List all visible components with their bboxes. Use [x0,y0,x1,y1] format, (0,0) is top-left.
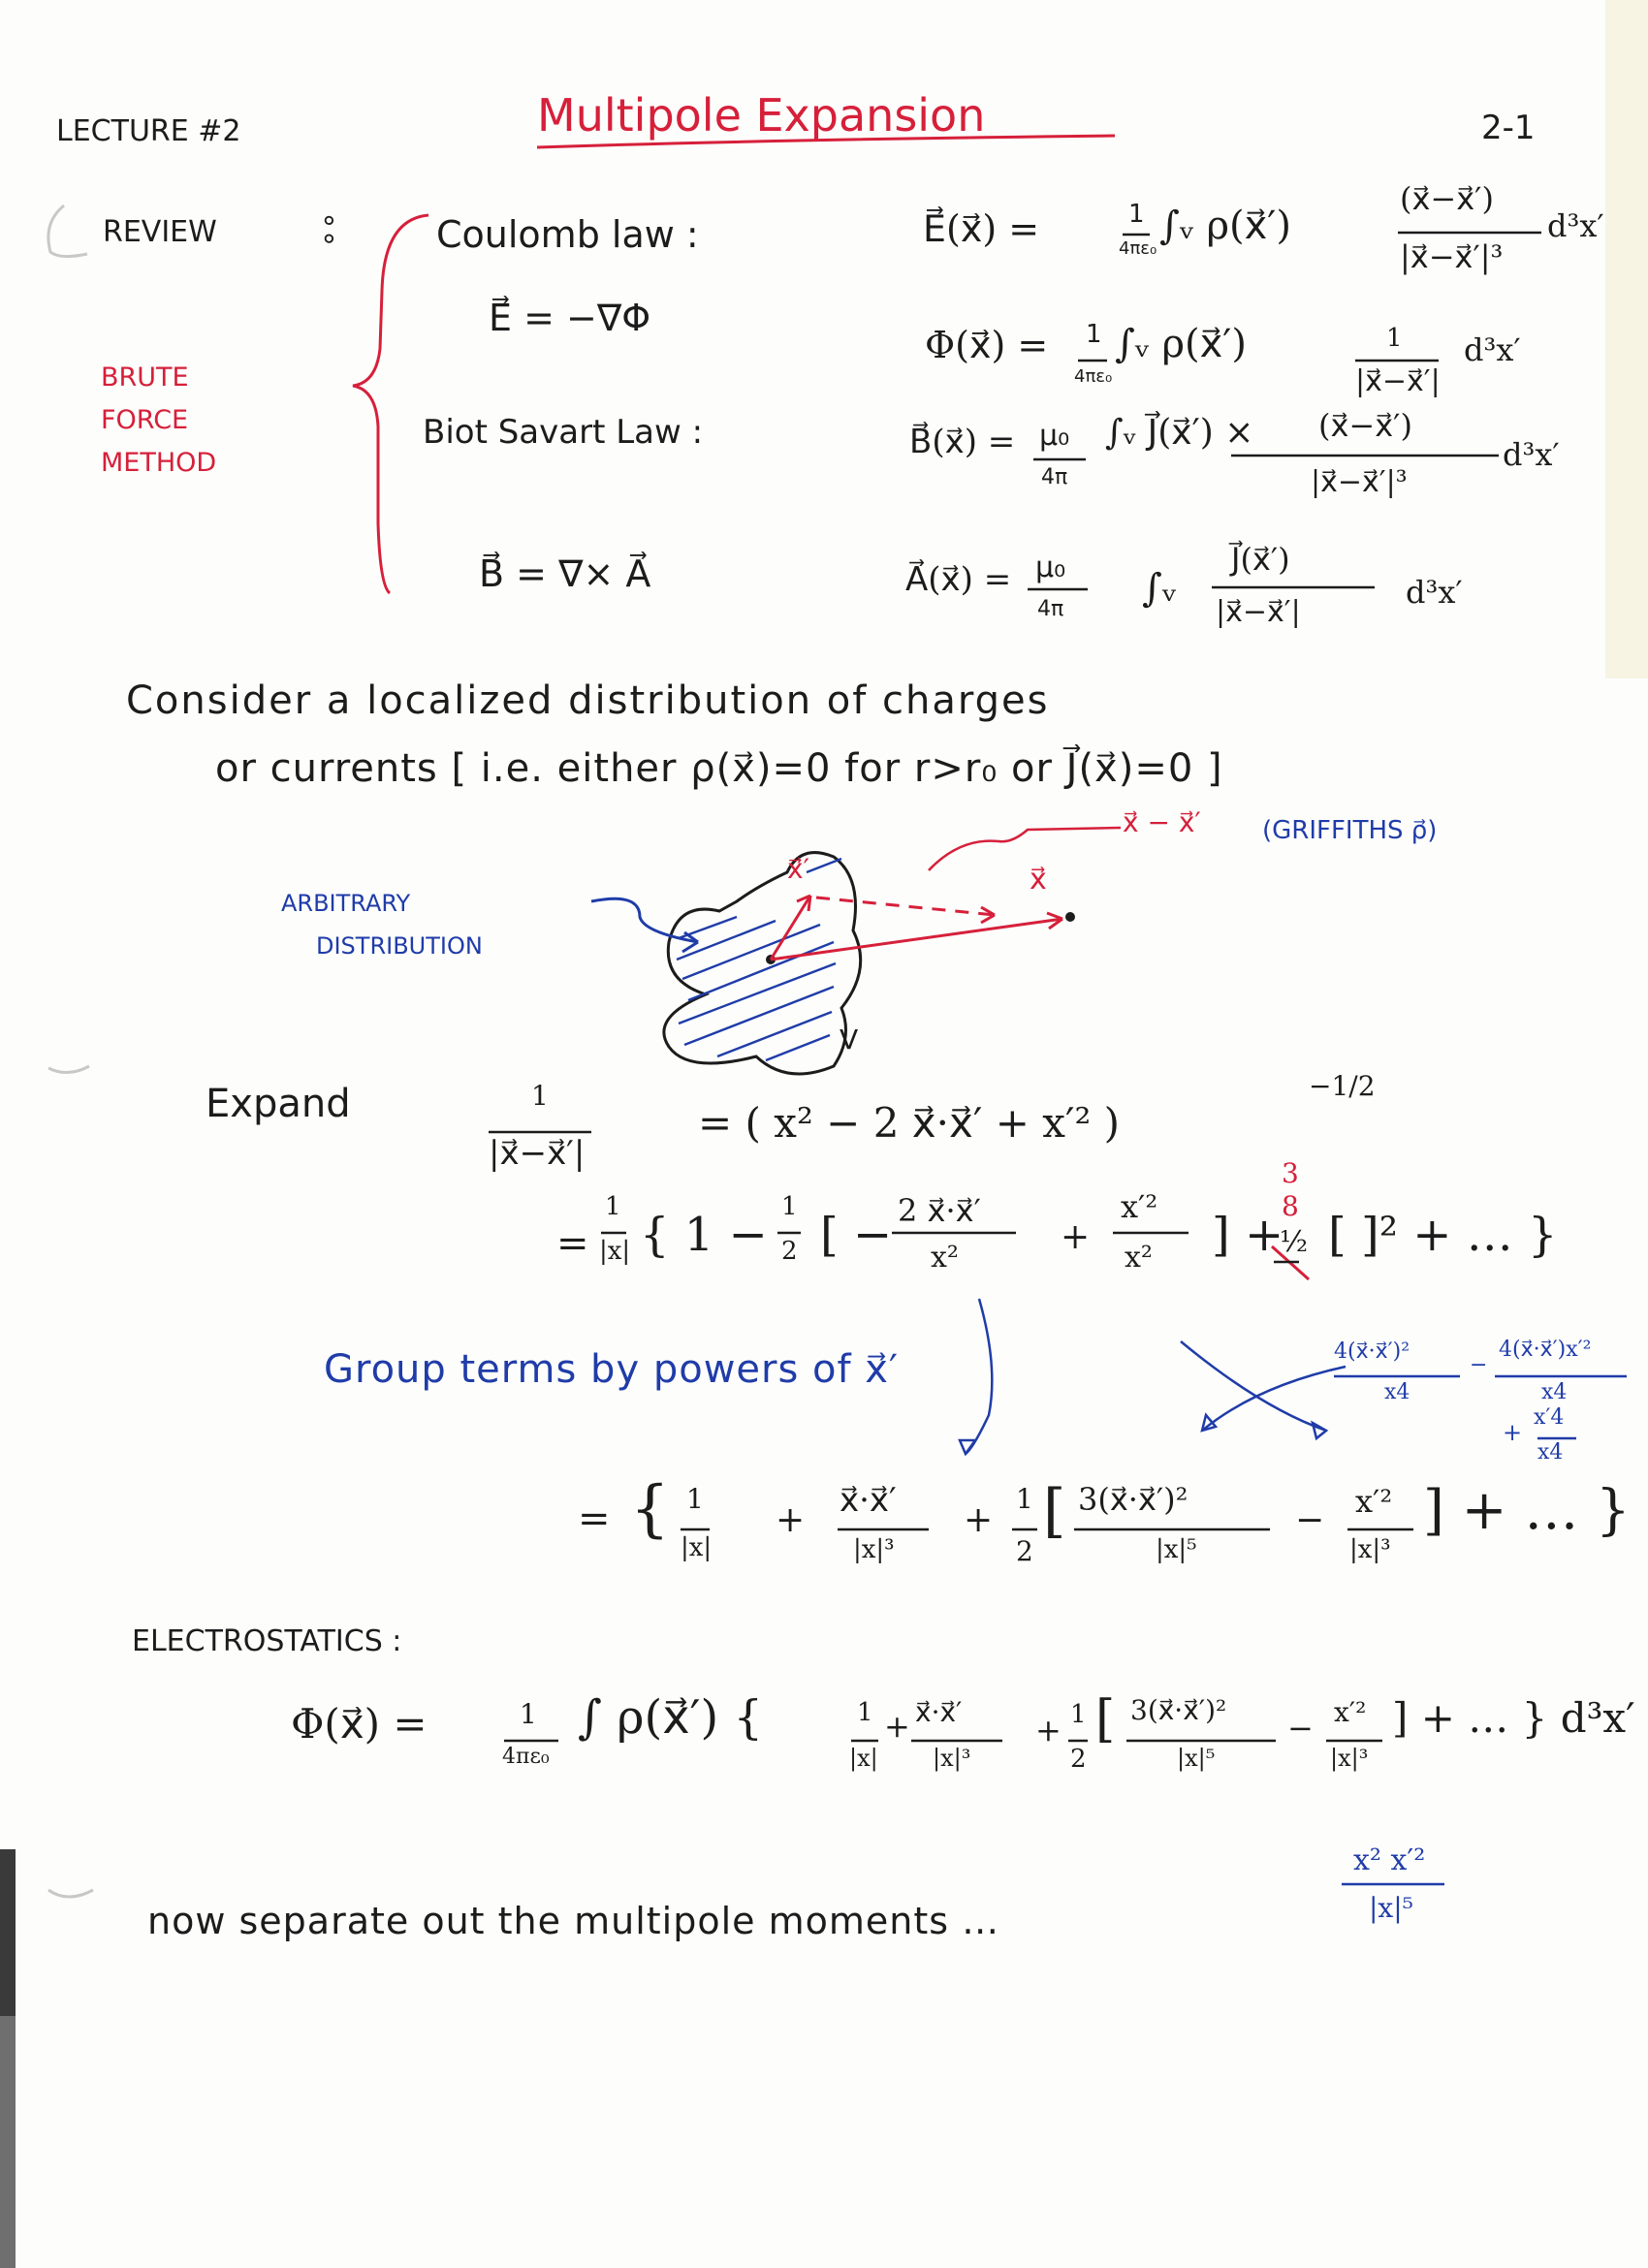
term1-num: 2 x⃗·x⃗′ [898,1192,981,1229]
quad-term-num: 3(x⃗·x⃗′)² [1078,1481,1188,1518]
eq-sign: = [556,1221,589,1266]
eq-fraction-num: 1 [1386,324,1403,353]
expand-label: Expand [206,1082,351,1126]
expand-exponent: −1/2 [1309,1070,1376,1102]
quad-term-num: 3(x⃗·x⃗′)² [1130,1694,1227,1726]
plus-2: + [1035,1712,1062,1748]
term1-den: x² [931,1241,959,1275]
prefactor-num: 1 [520,1698,537,1730]
quad-term2-num: x′² [1334,1696,1367,1728]
eq-integrand: ∫ᵥ J⃗(x⃗′) × [1105,413,1254,453]
minus: − [1287,1710,1314,1747]
page-number: 2-1 [1481,109,1536,147]
bracket-close: ] + … } [1423,1479,1631,1542]
review-label: REVIEW [103,215,217,249]
page-title: Multipole Expansion [537,89,986,142]
eq-fraction-num: (x⃗−x⃗′) [1318,407,1412,444]
eq-lhs: B⃗(x⃗) = [909,423,1016,461]
lecture-number: LECTURE #2 [56,114,241,148]
expand-lhs-num: 1 [531,1080,549,1112]
half-den: 2 [781,1237,798,1266]
monopole-num: 1 [857,1698,873,1727]
closing-note-den: |x|⁵ [1369,1892,1413,1924]
dipole-den: |x|³ [933,1745,971,1772]
eq-fraction-den: |x⃗−x⃗′| [1355,364,1441,398]
eq-prefactor-num: 1 [1128,200,1145,229]
eq-integrand: ∫ᵥ ρ(x⃗′) [1115,322,1247,366]
plus-1: + [884,1708,910,1745]
quad-term-den: |x|⁵ [1156,1535,1197,1564]
difference-label: x⃗ − x⃗′ [1123,806,1201,838]
eq-prefactor-num: 1 [1086,320,1102,349]
frac-num: 1 [605,1192,621,1221]
note-minus: − [1470,1353,1488,1377]
expand-lhs-den: |x⃗−x⃗′| [489,1134,586,1173]
eq-prefactor-num: μ₀ [1039,419,1070,453]
eq-lhs: E⃗(x⃗) = [923,207,1040,250]
vector-x-prime [771,896,810,960]
integrand: ∫ ρ(x⃗′) { [578,1690,764,1745]
eq-measure: d³x′ [1547,207,1604,244]
eq-prefactor-den: 4π [1037,597,1064,621]
group-arrow-2 [1181,1341,1326,1431]
diff-label-pointer [929,828,1121,870]
dipole-den: |x|³ [853,1535,895,1564]
note-term-b-den: x4 [1541,1380,1568,1404]
plus-2: + [964,1500,994,1540]
eq-integrand: ∫ᵥ [1142,566,1177,611]
blob-hatching [677,859,841,1060]
eq-fraction-num: J⃗(x⃗′) [1231,541,1290,578]
half-num: 1 [1016,1483,1033,1515]
monopole-den: |x| [681,1533,713,1562]
group-arrow-3 [1202,1367,1346,1431]
eq-prefactor-den: 4πε₀ [1119,238,1157,259]
note-plus: + [1503,1419,1523,1446]
closing-text: now separate out the multipole moments … [147,1900,1000,1942]
note-term-a: 4(x⃗·x⃗′)² [1334,1339,1410,1364]
eq-lhs: Φ(x⃗) = [925,324,1049,366]
bracket-close: ] + … } d³x′ [1392,1694,1635,1742]
monopole-den: |x| [849,1745,878,1772]
expansion-part-d: [ ]² + … } [1328,1208,1558,1262]
monopole-num: 1 [686,1483,704,1515]
eq-lhs: A⃗(x⃗) = [905,560,1012,599]
eq-measure: d³x′ [1406,574,1463,611]
open-brace: { [630,1473,670,1545]
expansion-part-a: { 1 − [640,1208,768,1262]
label-pointer [591,898,698,942]
group-arrow-2-head [1313,1423,1326,1438]
eq-measure: d³x′ [1503,436,1560,473]
bracket-open: [ [1043,1477,1066,1545]
coulomb-law-label: Coulomb law : [436,213,699,256]
consider-line-1: Consider a localized distribution of charges [126,678,1050,723]
half-num: 1 [781,1192,798,1221]
hole-punch-top [48,205,87,257]
expansion-part-b: [ − [820,1208,893,1262]
quad-term2-den: |x|³ [1349,1535,1391,1564]
vector-diff-dashed [816,898,995,915]
eq-fraction-den: |x⃗−x⃗′| [1216,595,1301,629]
plus-1: + [776,1500,806,1540]
expansion-part-c: ] + [1212,1208,1284,1262]
eq-prefactor-num: μ₀ [1035,551,1066,584]
half-den: 2 [1070,1745,1087,1774]
magnetic-field-curl: B⃗ = ∇× A⃗ [479,552,651,595]
griffiths-note: (GRIFFITHS ρ⃗) [1262,816,1438,845]
eq-measure: d³x′ [1464,331,1521,368]
margin-note [101,357,216,485]
note-term-a-den: x4 [1384,1380,1410,1404]
quad-term-den: |x|⁵ [1177,1745,1216,1772]
eq-prefactor-den: 4π [1041,465,1068,489]
hole-punch-middle [48,1066,89,1073]
term2-den: x² [1125,1241,1153,1275]
biot-savart-label: Biot Savart Law : [423,413,704,452]
frac-den: |x| [599,1237,631,1266]
electrostatics-label: ELECTROSTATICS : [132,1624,402,1658]
volume-label: V [840,1024,859,1055]
eq-lhs: Φ(x⃗) = [291,1700,428,1748]
x-prime-label: x⃗′ [787,853,809,885]
margin-note-line-1: BRUTE [101,362,189,393]
x-label: x⃗ [1030,863,1047,897]
diagram-label-arbitrary: ARBITRARY [281,890,411,917]
prefactor-den: 4πε₀ [502,1745,550,1769]
dipole-num: x⃗·x⃗′ [840,1481,897,1520]
plus-sign: + [1061,1217,1091,1257]
group-arrow-1 [966,1299,992,1454]
note-term-b: 4(x⃗·x⃗′)x′² [1499,1338,1592,1362]
blue-fraction-bars [1334,1376,1627,1884]
term2-num: x′² [1121,1188,1158,1225]
eq-prefactor-den: 4πε₀ [1074,366,1113,387]
consider-line-2: or currents [ i.e. either ρ(x⃗)=0 for r>r₀ or J⃗(x⃗)=0 ] [215,746,1223,791]
minus: − [1295,1500,1325,1540]
field-point-dot [1065,912,1075,922]
review-brace [353,215,428,593]
quad-term2-num: x′² [1355,1483,1393,1520]
note-term-c-den: x4 [1537,1440,1564,1465]
group-terms-note: Group terms by powers of x⃗′ [324,1347,900,1392]
coef-red-den: 8 [1282,1190,1299,1222]
review-colon: ∘∘ [312,211,346,248]
eq-fraction-den: |x⃗−x⃗′|³ [1400,238,1504,275]
hole-punch-bottom [48,1890,93,1897]
quad-term2-den: |x|³ [1330,1745,1369,1772]
note-term-c-num: x′4 [1534,1405,1565,1430]
coef-struck: ½ [1280,1225,1309,1259]
margin-note-line-3: METHOD [101,448,217,478]
eq-fraction-num: (x⃗−x⃗′) [1400,180,1494,217]
eq-sign: = [578,1496,611,1541]
half-den: 2 [1016,1535,1033,1567]
electric-field-gradient: E⃗ = −∇Φ [489,297,651,339]
half-num: 1 [1070,1700,1087,1729]
eq-integrand: ∫ᵥ ρ(x⃗′) [1159,204,1291,248]
eq-fraction-den: |x⃗−x⃗′|³ [1311,465,1408,499]
coef-red-num: 3 [1282,1157,1299,1189]
diagram-label-distribution: DISTRIBUTION [316,932,483,960]
bracket-open: [ [1095,1690,1116,1748]
vector-x [771,919,1062,960]
dipole-num: x⃗·x⃗′ [915,1696,963,1728]
margin-note-line-2: FORCE [101,405,189,435]
expand-rhs: = ( x² − 2 x⃗·x⃗′ + x′² ) [698,1099,1121,1147]
closing-note-num: x² x′² [1353,1843,1426,1877]
